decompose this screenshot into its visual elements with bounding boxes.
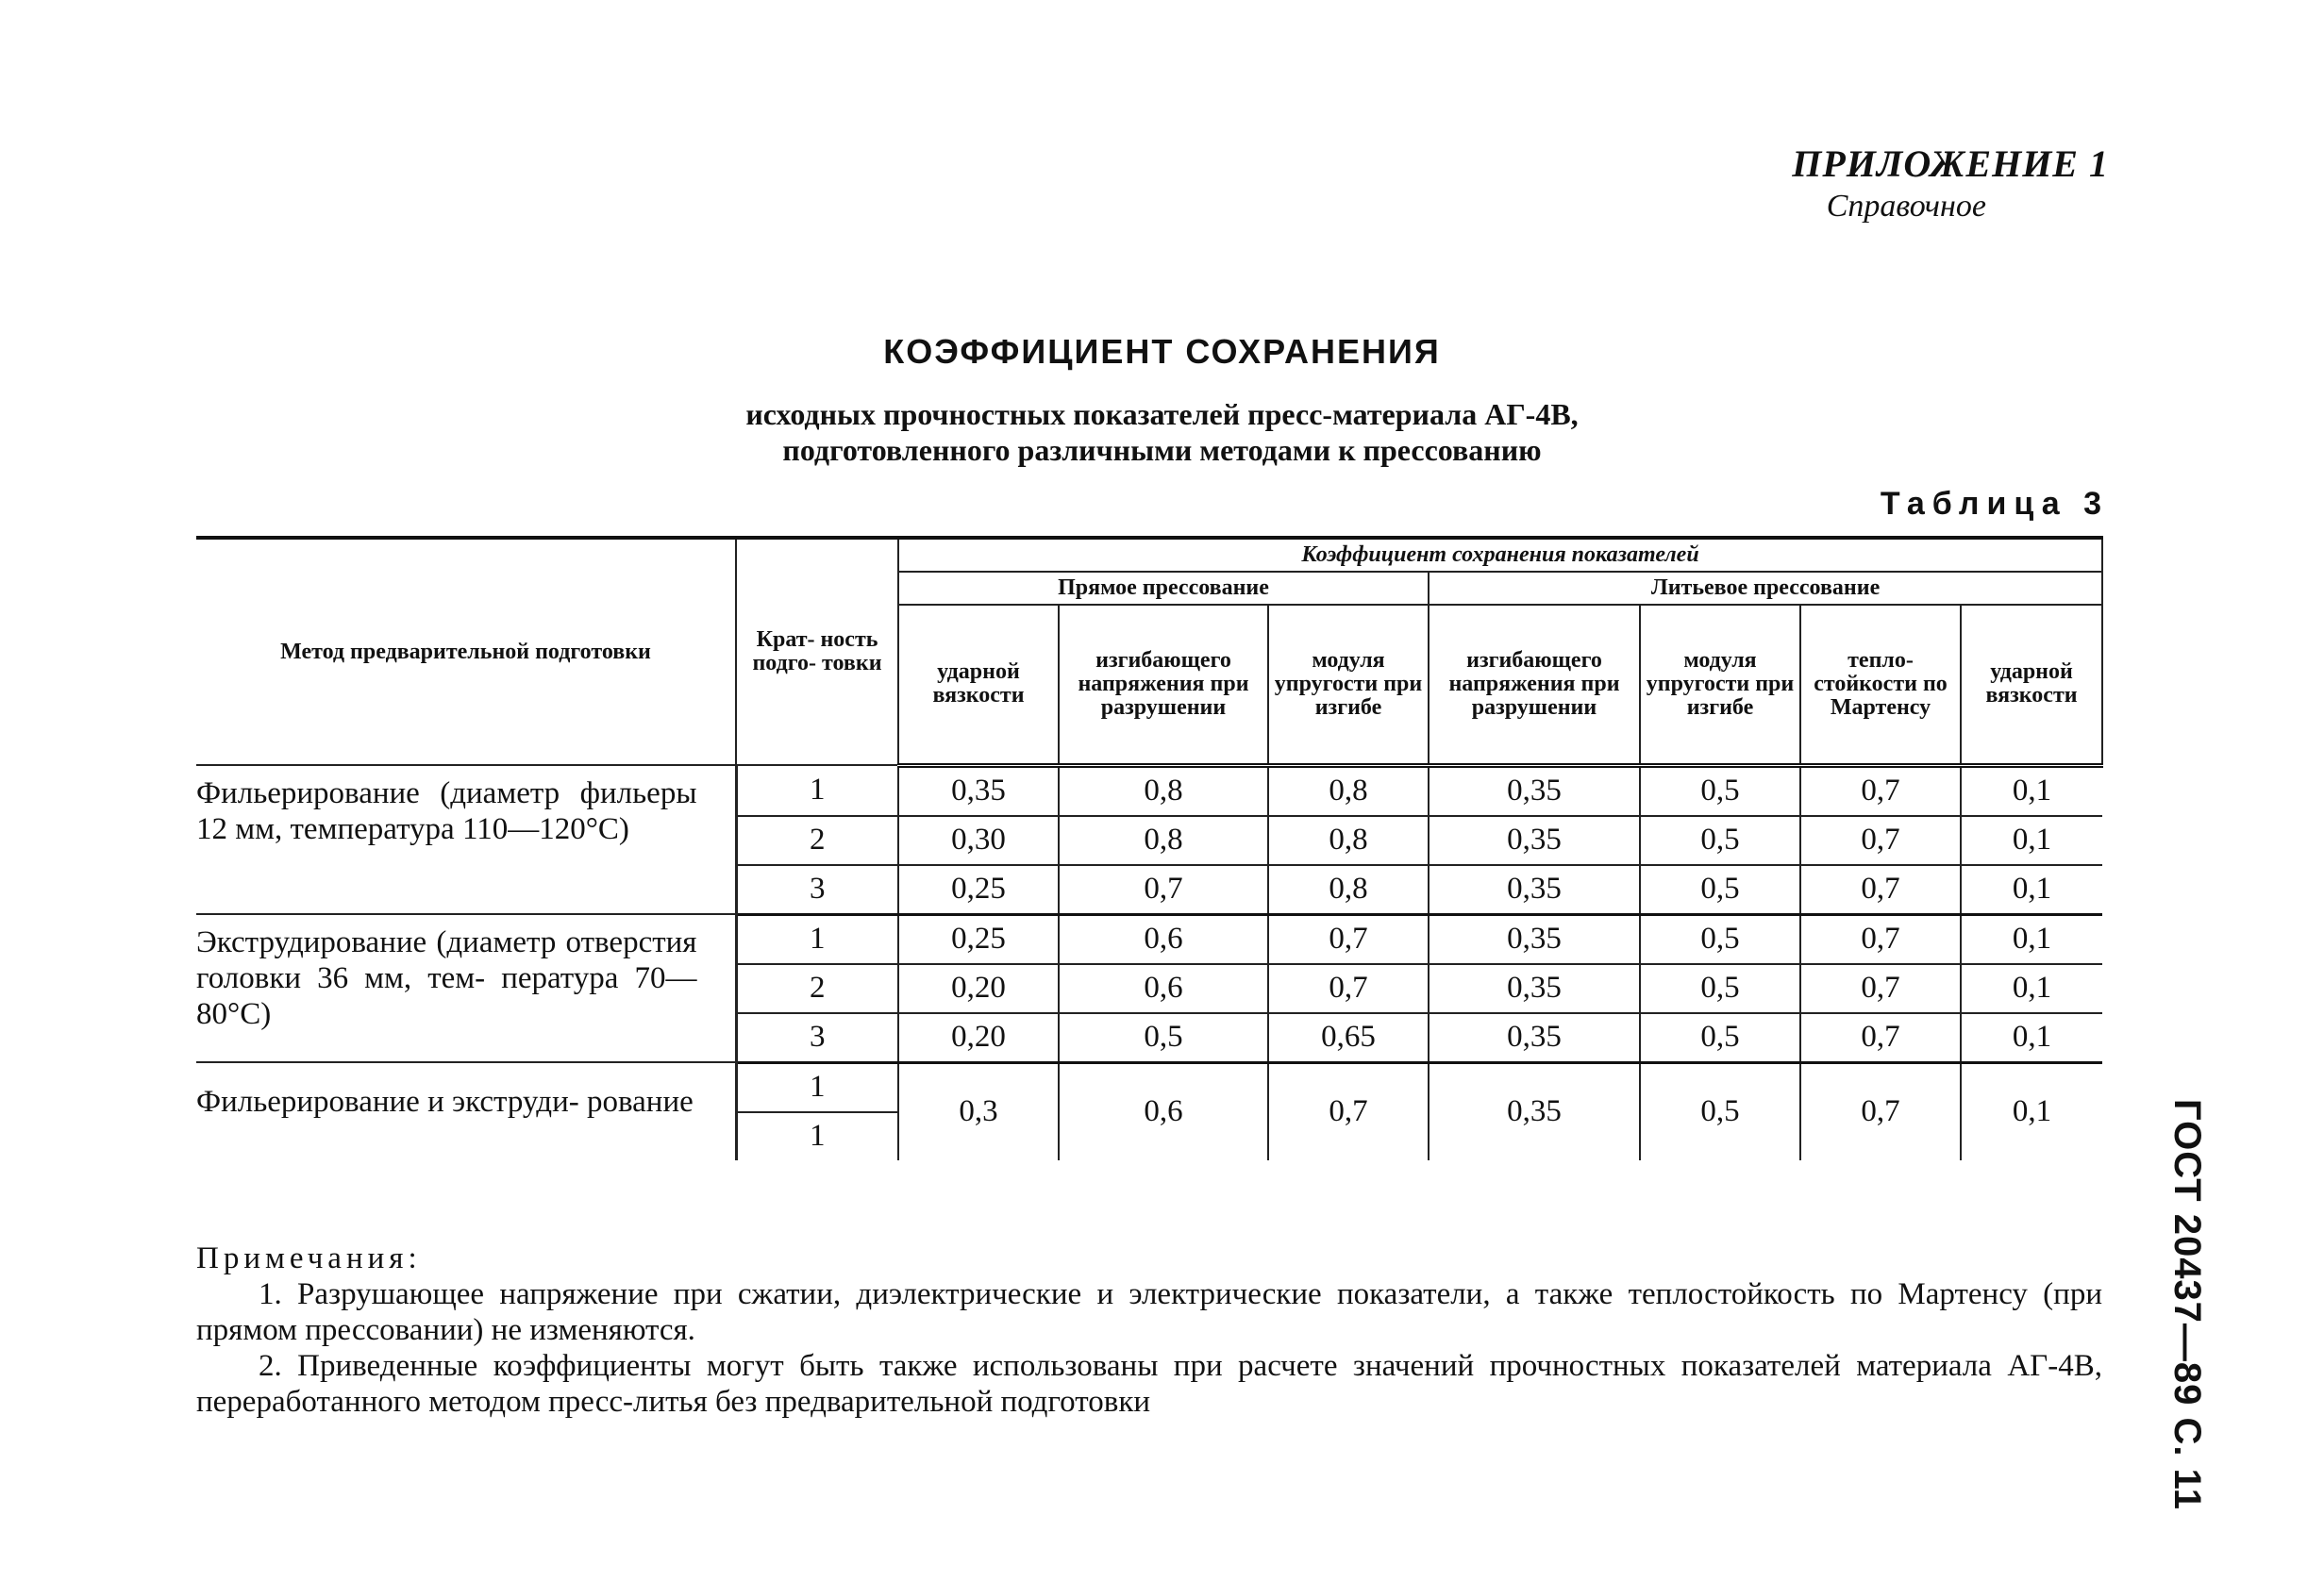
value-cell: 0,20	[898, 964, 1059, 1013]
value-cell: 0,25	[898, 865, 1059, 915]
value-cell: 0,1	[1961, 914, 2102, 964]
value-cell: 0,8	[1268, 865, 1429, 915]
value-cell: 0,1	[1961, 765, 2102, 816]
value-cell: 0,7	[1059, 865, 1268, 915]
value-cell: 0,7	[1268, 1062, 1429, 1160]
value-cell: 0,35	[1429, 765, 1640, 816]
header-col-6: тепло- стойкости по Мартенсу	[1800, 605, 1961, 765]
header-injection-pressing: Литьевое прессование	[1429, 572, 2102, 605]
value-cell: 0,1	[1961, 865, 2102, 915]
value-cell: 0,8	[1059, 816, 1268, 865]
value-cell: 0,35	[1429, 816, 1640, 865]
method-cell: Фильерирование (диаметр фильеры 12 мм, температура 110—120°С)	[196, 765, 736, 914]
value-cell: 0,30	[898, 816, 1059, 865]
subtitle-line-2: подготовленного различными методами к прессованию	[782, 433, 1542, 467]
header-col-5: модуля упругости при изгибе	[1640, 605, 1800, 765]
value-cell: 0,5	[1640, 964, 1800, 1013]
value-cell: 0,7	[1800, 865, 1961, 915]
multiplicity-cell: 1	[736, 765, 898, 816]
value-cell: 0,3	[898, 1062, 1059, 1160]
value-cell: 0,5	[1640, 765, 1800, 816]
value-cell: 0,1	[1961, 816, 2102, 865]
value-cell: 0,8	[1059, 765, 1268, 816]
multiplicity-cell: 3	[736, 865, 898, 915]
value-cell: 0,1	[1961, 1062, 2102, 1160]
table-row	[196, 914, 2102, 964]
value-cell: 0,25	[898, 914, 1059, 964]
value-cell: 0,5	[1640, 1013, 1800, 1063]
appendix-status: Справочное	[1826, 189, 1986, 224]
notes-heading: Примечания:	[196, 1241, 422, 1275]
multiplicity-cell: 1	[736, 1062, 898, 1112]
value-cell: 0,35	[1429, 1013, 1640, 1063]
header-col-3: модуля упругости при изгибе	[1268, 605, 1429, 765]
header-col-1: ударной вязкости	[898, 605, 1059, 765]
value-cell: 0,35	[898, 765, 1059, 816]
coefficient-table	[196, 536, 2103, 1160]
value-cell: 0,5	[1640, 914, 1800, 964]
header-col-4: изгибающего напряжения при разрушении	[1429, 605, 1640, 765]
value-cell: 0,7	[1268, 964, 1429, 1013]
multiplicity-cell: 2	[736, 964, 898, 1013]
value-cell: 0,7	[1800, 914, 1961, 964]
value-cell: 0,7	[1268, 914, 1429, 964]
appendix-label: ПРИЛОЖЕНИЕ 1	[1792, 142, 2109, 185]
value-cell: 0,6	[1059, 914, 1268, 964]
table-row	[196, 765, 2102, 816]
table-row	[196, 1062, 2102, 1112]
value-cell: 0,5	[1640, 1062, 1800, 1160]
header-col-7: ударной вязкости	[1961, 605, 2102, 765]
header-coefficient: Коэффициент сохранения показателей	[898, 538, 2102, 572]
value-cell: 0,5	[1640, 816, 1800, 865]
note-1: 1. Разрушающее напряжение при сжатии, диэлектрические и электрические показатели, а также теплостойкость по Мартенсу (при прямом прессовании) не изменяются.	[196, 1277, 2102, 1347]
multiplicity-cell: 2	[736, 816, 898, 865]
value-cell: 0,7	[1800, 816, 1961, 865]
page-subtitle	[0, 396, 2324, 468]
method-cell: Экструдирование (диаметр отверстия головки 36 мм, тем- пература 70—80°С)	[196, 914, 736, 1062]
value-cell: 0,35	[1429, 1062, 1640, 1160]
value-cell: 0,7	[1800, 964, 1961, 1013]
value-cell: 0,8	[1268, 816, 1429, 865]
value-cell: 0,6	[1059, 964, 1268, 1013]
side-code-text: ГОСТ 20437—89 С. 11	[2166, 1099, 2208, 1510]
value-cell: 0,7	[1800, 765, 1961, 816]
value-cell: 0,35	[1429, 914, 1640, 964]
value-cell: 0,8	[1268, 765, 1429, 816]
value-cell: 0,1	[1961, 1013, 2102, 1063]
value-cell: 0,1	[1961, 964, 2102, 1013]
value-cell: 0,65	[1268, 1013, 1429, 1063]
multiplicity-cell: 1	[736, 1112, 898, 1160]
table-label: Таблица 3	[1880, 486, 2109, 522]
header-col-2: изгибающего напряжения при разрушении	[1059, 605, 1268, 765]
value-cell: 0,35	[1429, 964, 1640, 1013]
header-multiplicity: Крат- ность подго- товки	[736, 538, 898, 765]
method-cell: Фильерирование и экструди- рование	[196, 1062, 736, 1160]
value-cell: 0,7	[1800, 1013, 1961, 1063]
page-title: КОЭФФИЦИЕНТ СОХРАНЕНИЯ	[883, 332, 1441, 371]
multiplicity-cell: 3	[736, 1013, 898, 1063]
notes	[196, 1241, 2102, 1420]
value-cell: 0,5	[1059, 1013, 1268, 1063]
value-cell: 0,5	[1640, 865, 1800, 915]
header-method: Метод предварительной подготовки	[196, 538, 736, 765]
value-cell: 0,35	[1429, 865, 1640, 915]
value-cell: 0,20	[898, 1013, 1059, 1063]
side-document-code	[2161, 1099, 2208, 1510]
header-direct-pressing: Прямое прессование	[898, 572, 1429, 605]
value-cell: 0,6	[1059, 1062, 1268, 1160]
value-cell: 0,7	[1800, 1062, 1961, 1160]
note-2: 2. Приведенные коэффициенты могут быть также использованы при расчете значений прочностных показателей материала АГ-4В, переработанного методом пресс-литья без предварительной подготовки	[196, 1349, 2102, 1419]
multiplicity-cell: 1	[736, 914, 898, 964]
subtitle-line-1: исходных прочностных показателей пресс-материала АГ-4В,	[745, 397, 1579, 431]
